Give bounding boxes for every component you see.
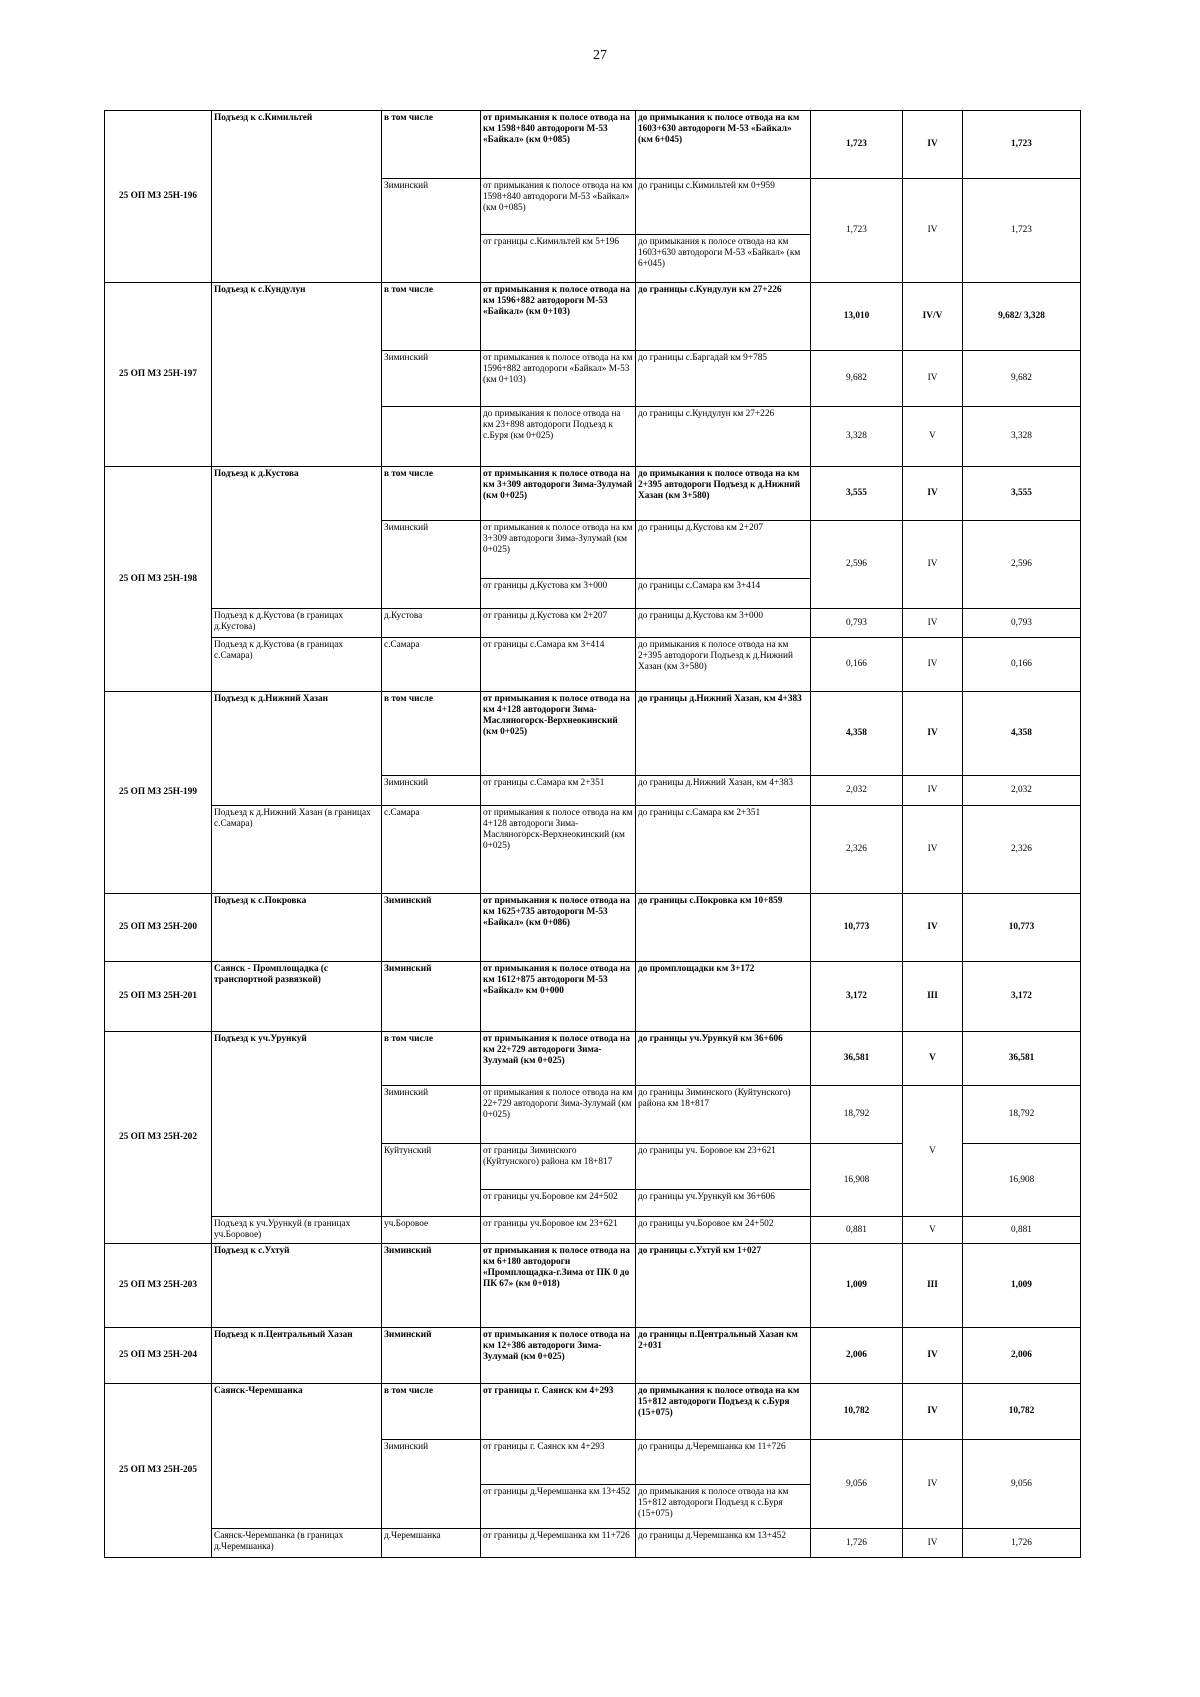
length-km: 13,010 xyxy=(811,283,903,351)
length-total: 0,166 xyxy=(963,638,1081,692)
road-code: 25 ОП МЗ 25Н-203 xyxy=(105,1244,212,1328)
district: Зиминский xyxy=(382,179,481,283)
table-row xyxy=(105,609,1081,638)
district: уч.Боровое xyxy=(382,1217,481,1244)
to-point: до границы д.Кустова км 2+207 xyxy=(636,521,811,579)
from-point: от границы д.Кустова км 2+207 xyxy=(481,609,636,638)
road-code: 25 ОП МЗ 25Н-201 xyxy=(105,962,212,1032)
table-row xyxy=(105,111,1081,179)
category: V xyxy=(903,1217,963,1244)
category: V xyxy=(903,1032,963,1086)
road-name: Подъезд к с.Кимильтей xyxy=(212,111,382,283)
road-code: 25 ОП МЗ 25Н-204 xyxy=(105,1328,212,1384)
road-name: Саянск-Черемшанка xyxy=(212,1384,382,1529)
to-point: до границы Зиминского (Куйтунского) района км 18+817 xyxy=(636,1086,811,1144)
to-point: до границы д.Черемшанка км 11+726 xyxy=(636,1440,811,1485)
to-point: до примыкания к полосе отвода на км 1603+630 автодороги М-53 «Байкал» (км 6+045) xyxy=(636,111,811,179)
to-point: до границы уч.Урункуй км 36+606 xyxy=(636,1032,811,1086)
to-point: до примыкания к полосе отвода на км 1603+630 автодороги М-53 «Байкал» (км 6+045) xyxy=(636,235,811,283)
roads-table xyxy=(104,110,1081,1558)
length-km: 0,881 xyxy=(811,1217,903,1244)
to-point: до примыкания к полосе отвода на км 15+812 автодороги Подъезд к с.Буря (15+075) xyxy=(636,1485,811,1529)
from-point: от границы г. Саянск км 4+293 xyxy=(481,1440,636,1485)
category: V xyxy=(903,1086,963,1217)
category: IV xyxy=(903,1529,963,1558)
category: III xyxy=(903,962,963,1032)
category: IV xyxy=(903,1440,963,1529)
to-point: до границы д.Нижний Хазан, км 4+383 xyxy=(636,776,811,806)
from-point: от границы уч.Боровое км 23+621 xyxy=(481,1217,636,1244)
length-km: 2,006 xyxy=(811,1328,903,1384)
length-km: 9,056 xyxy=(811,1440,903,1529)
length-total: 36,581 xyxy=(963,1032,1081,1086)
category: IV xyxy=(903,1328,963,1384)
length-total: 2,326 xyxy=(963,806,1081,894)
district: в том числе xyxy=(382,1384,481,1440)
table-row xyxy=(105,692,1081,776)
district: в том числе xyxy=(382,283,481,351)
length-km: 9,682 xyxy=(811,351,903,407)
road-name: Подъезд к с.Кундулун xyxy=(212,283,382,467)
length-total: 2,596 xyxy=(963,521,1081,609)
category: III xyxy=(903,1244,963,1328)
length-total: 2,032 xyxy=(963,776,1081,806)
length-total: 9,682/ 3,328 xyxy=(963,283,1081,351)
to-point: до границы д.Кустова км 3+000 xyxy=(636,609,811,638)
from-point: от примыкания к полосе отвода на км 12+386 автодороги Зима-Зулумай (км 0+025) xyxy=(481,1328,636,1384)
category: IV xyxy=(903,692,963,776)
length-km: 1,726 xyxy=(811,1529,903,1558)
from-point: от границы д.Черемшанка км 11+726 xyxy=(481,1529,636,1558)
from-point: от примыкания к полосе отвода на км 1612+875 автодороги М-53 «Байкал» км 0+000 xyxy=(481,962,636,1032)
road-code: 25 ОП МЗ 25Н-205 xyxy=(105,1384,212,1558)
road-name: Подъезд к уч.Урункуй (в границах уч.Боровое) xyxy=(212,1217,382,1244)
table-row xyxy=(105,1217,1081,1244)
road-code: 25 ОП МЗ 25Н-197 xyxy=(105,283,212,467)
length-total: 0,793 xyxy=(963,609,1081,638)
road-name: Саянск - Промплощадка (с транспортной развязкой) xyxy=(212,962,382,1032)
category: IV xyxy=(903,467,963,521)
table-row xyxy=(105,806,1081,894)
table-row xyxy=(105,1032,1081,1086)
to-point: до границы уч. Боровое км 23+621 xyxy=(636,1144,811,1190)
from-point: от примыкания к полосе отвода на км 3+309 автодороги Зима-Зулумай (км 0+025) xyxy=(481,467,636,521)
to-point: до границы уч.Боровое км 24+502 xyxy=(636,1217,811,1244)
table-row xyxy=(105,1328,1081,1384)
table-row xyxy=(105,638,1081,692)
road-name: Подъезд к п.Центральный Хазан xyxy=(212,1328,382,1384)
from-point: до примыкания к полосе отвода на км 23+898 автодороги Подъезд к с.Буря (км 0+025) xyxy=(481,407,636,467)
to-point: до границы с.Кундулун км 27+226 xyxy=(636,283,811,351)
road-name: Подъезд к д.Нижний Хазан (в границах с.Самара) xyxy=(212,806,382,894)
length-km: 2,326 xyxy=(811,806,903,894)
from-point: от границы д.Кустова км 3+000 xyxy=(481,579,636,609)
category: IV xyxy=(903,1384,963,1440)
district: Зиминский xyxy=(382,894,481,962)
from-point: от примыкания к полосе отвода на км 1625+735 автодороги М-53 «Байкал» (км 0+086) xyxy=(481,894,636,962)
length-km: 18,792 xyxy=(811,1086,903,1144)
district: д.Кустова xyxy=(382,609,481,638)
category: IV xyxy=(903,521,963,609)
from-point: от примыкания к полосе отвода на км 1598+840 автодороги М-53 «Байкал» (км 0+085) xyxy=(481,111,636,179)
road-name: Подъезд к д.Нижний Хазан xyxy=(212,692,382,806)
from-point: от границы с.Самара км 2+351 xyxy=(481,776,636,806)
road-code: 25 ОП МЗ 25Н-202 xyxy=(105,1032,212,1244)
from-point: от примыкания к полосе отвода на км 1596+882 автодороги М-53 «Байкал» (км 0+103) xyxy=(481,283,636,351)
length-km: 1,009 xyxy=(811,1244,903,1328)
length-total: 10,773 xyxy=(963,894,1081,962)
category: IV xyxy=(903,351,963,407)
road-name: Подъезд к д.Кустова (в границах д.Кустова) xyxy=(212,609,382,638)
to-point: до границы с.Самара км 3+414 xyxy=(636,579,811,609)
road-code: 25 ОП МЗ 25Н-200 xyxy=(105,894,212,962)
category: IV xyxy=(903,894,963,962)
to-point: до границы с.Кимильтей км 0+959 xyxy=(636,179,811,235)
length-total: 9,682 xyxy=(963,351,1081,407)
length-km: 16,908 xyxy=(811,1144,903,1217)
length-total: 1,726 xyxy=(963,1529,1081,1558)
road-name: Подъезд к с.Покровка xyxy=(212,894,382,962)
road-name: Подъезд к с.Ухтуй xyxy=(212,1244,382,1328)
district: Зиминский xyxy=(382,1440,481,1529)
road-name: Подъезд к д.Кустова xyxy=(212,467,382,609)
from-point: от границы д.Черемшанка км 13+452 xyxy=(481,1485,636,1529)
to-point: до границы с.Кундулун км 27+226 xyxy=(636,407,811,467)
to-point: до границы уч.Урункуй км 36+606 xyxy=(636,1190,811,1217)
category: IV xyxy=(903,776,963,806)
length-km: 36,581 xyxy=(811,1032,903,1086)
to-point: до границы п.Центральный Хазан км 2+031 xyxy=(636,1328,811,1384)
table-row xyxy=(105,962,1081,1032)
from-point: от примыкания к полосе отвода на км 3+309 автодороги Зима-Зулумай (км 0+025) xyxy=(481,521,636,579)
table-row xyxy=(105,1384,1081,1440)
length-total: 4,358 xyxy=(963,692,1081,776)
to-point: до границы д.Черемшанка км 13+452 xyxy=(636,1529,811,1558)
district: в том числе xyxy=(382,1032,481,1086)
table-row xyxy=(105,467,1081,521)
district: Куйтунский xyxy=(382,1144,481,1217)
length-km: 3,328 xyxy=(811,407,903,467)
length-total: 3,555 xyxy=(963,467,1081,521)
road-code: 25 ОП МЗ 25Н-199 xyxy=(105,692,212,894)
from-point: от примыкания к полосе отвода на км 1598+840 автодороги М-53 «Байкал» (км 0+085) xyxy=(481,179,636,235)
table-row xyxy=(105,283,1081,351)
length-total: 3,328 xyxy=(963,407,1081,467)
road-name: Саянск-Черемшанка (в границах д.Черемшанка) xyxy=(212,1529,382,1558)
district: Зиминский xyxy=(382,521,481,609)
district: Зиминский xyxy=(382,351,481,407)
district: Зиминский xyxy=(382,1244,481,1328)
to-point: до примыкания к полосе отвода на км 15+812 автодороги Подъезд к с.Буря (15+075) xyxy=(636,1384,811,1440)
length-total: 18,792 xyxy=(963,1086,1081,1144)
district: Зиминский xyxy=(382,776,481,806)
length-total: 10,782 xyxy=(963,1384,1081,1440)
from-point: от границы уч.Боровое км 24+502 xyxy=(481,1190,636,1217)
from-point: от границы г. Саянск км 4+293 xyxy=(481,1384,636,1440)
road-code: 25 ОП МЗ 25Н-196 xyxy=(105,111,212,283)
length-km: 10,782 xyxy=(811,1384,903,1440)
from-point: от примыкания к полосе отвода на км 1596+882 автодороги «Байкал» М-53 (км 0+103) xyxy=(481,351,636,407)
length-km: 2,032 xyxy=(811,776,903,806)
table-row xyxy=(105,1529,1081,1558)
length-total: 0,881 xyxy=(963,1217,1081,1244)
table-row xyxy=(105,894,1081,962)
district xyxy=(382,407,481,467)
district: в том числе xyxy=(382,692,481,776)
category: V xyxy=(903,407,963,467)
category: IV xyxy=(903,111,963,179)
from-point: от примыкания к полосе отвода на км 6+180 автодороги «Промплощадка-г.Зима от ПК 0 до ПК 67» (км 0+018) xyxy=(481,1244,636,1328)
from-point: от примыкания к полосе отвода на км 4+128 автодороги Зима-Масляногорск-Верхнеокинский (км 0+025) xyxy=(481,692,636,776)
district: в том числе xyxy=(382,467,481,521)
category: IV/V xyxy=(903,283,963,351)
length-total: 16,908 xyxy=(963,1144,1081,1217)
road-code: 25 ОП МЗ 25Н-198 xyxy=(105,467,212,692)
district: в том числе xyxy=(382,111,481,179)
from-point: от примыкания к полосе отвода на км 22+729 автодороги Зима-Зулумай (км 0+025) xyxy=(481,1032,636,1086)
length-total: 1,009 xyxy=(963,1244,1081,1328)
to-point: до границы с.Покровка км 10+859 xyxy=(636,894,811,962)
from-point: от границы Зиминского (Куйтунского) района км 18+817 xyxy=(481,1144,636,1190)
road-name: Подъезд к уч.Урункуй xyxy=(212,1032,382,1217)
to-point: до границы с.Баргадай км 9+785 xyxy=(636,351,811,407)
length-km: 0,793 xyxy=(811,609,903,638)
district: Зиминский xyxy=(382,1328,481,1384)
category: IV xyxy=(903,609,963,638)
length-km: 1,723 xyxy=(811,111,903,179)
length-km: 10,773 xyxy=(811,894,903,962)
length-total: 1,723 xyxy=(963,111,1081,179)
page-number: 27 xyxy=(593,48,607,63)
from-point: от границы с.Самара км 3+414 xyxy=(481,638,636,692)
district: Зиминский xyxy=(382,962,481,1032)
to-point: до примыкания к полосе отвода на км 2+395 автодороги Подъезд к д.Нижний Хазан (км 3+580) xyxy=(636,467,811,521)
from-point: от границы с.Кимильтей км 5+196 xyxy=(481,235,636,283)
from-point: от примыкания к полосе отвода на км 22+729 автодороги Зима-Зулумай (км 0+025) xyxy=(481,1086,636,1144)
road-name: Подъезд к д.Кустова (в границах с.Самара) xyxy=(212,638,382,692)
district: Зиминский xyxy=(382,1086,481,1144)
length-km: 3,555 xyxy=(811,467,903,521)
length-km: 3,172 xyxy=(811,962,903,1032)
district: с.Самара xyxy=(382,638,481,692)
length-km: 4,358 xyxy=(811,692,903,776)
to-point: до границы с.Ухтуй км 1+027 xyxy=(636,1244,811,1328)
district: с.Самара xyxy=(382,806,481,894)
from-point: от примыкания к полосе отвода на км 4+128 автодороги Зима-Масляногорск-Верхнеокинский (км 0+025) xyxy=(481,806,636,894)
to-point: до границы д.Нижний Хазан, км 4+383 xyxy=(636,692,811,776)
length-total: 9,056 xyxy=(963,1440,1081,1529)
length-total: 3,172 xyxy=(963,962,1081,1032)
district: д.Черемшанка xyxy=(382,1529,481,1558)
length-km: 2,596 xyxy=(811,521,903,609)
length-total: 1,723 xyxy=(963,179,1081,283)
length-total: 2,006 xyxy=(963,1328,1081,1384)
length-km: 1,723 xyxy=(811,179,903,283)
category: IV xyxy=(903,806,963,894)
category: IV xyxy=(903,179,963,283)
to-point: до примыкания к полосе отвода на км 2+395 автодороги Подъезд к д.Нижний Хазан (км 3+580) xyxy=(636,638,811,692)
table-row xyxy=(105,1244,1081,1328)
to-point: до промплощадки км 3+172 xyxy=(636,962,811,1032)
to-point: до границы с.Самара км 2+351 xyxy=(636,806,811,894)
length-km: 0,166 xyxy=(811,638,903,692)
category: IV xyxy=(903,638,963,692)
